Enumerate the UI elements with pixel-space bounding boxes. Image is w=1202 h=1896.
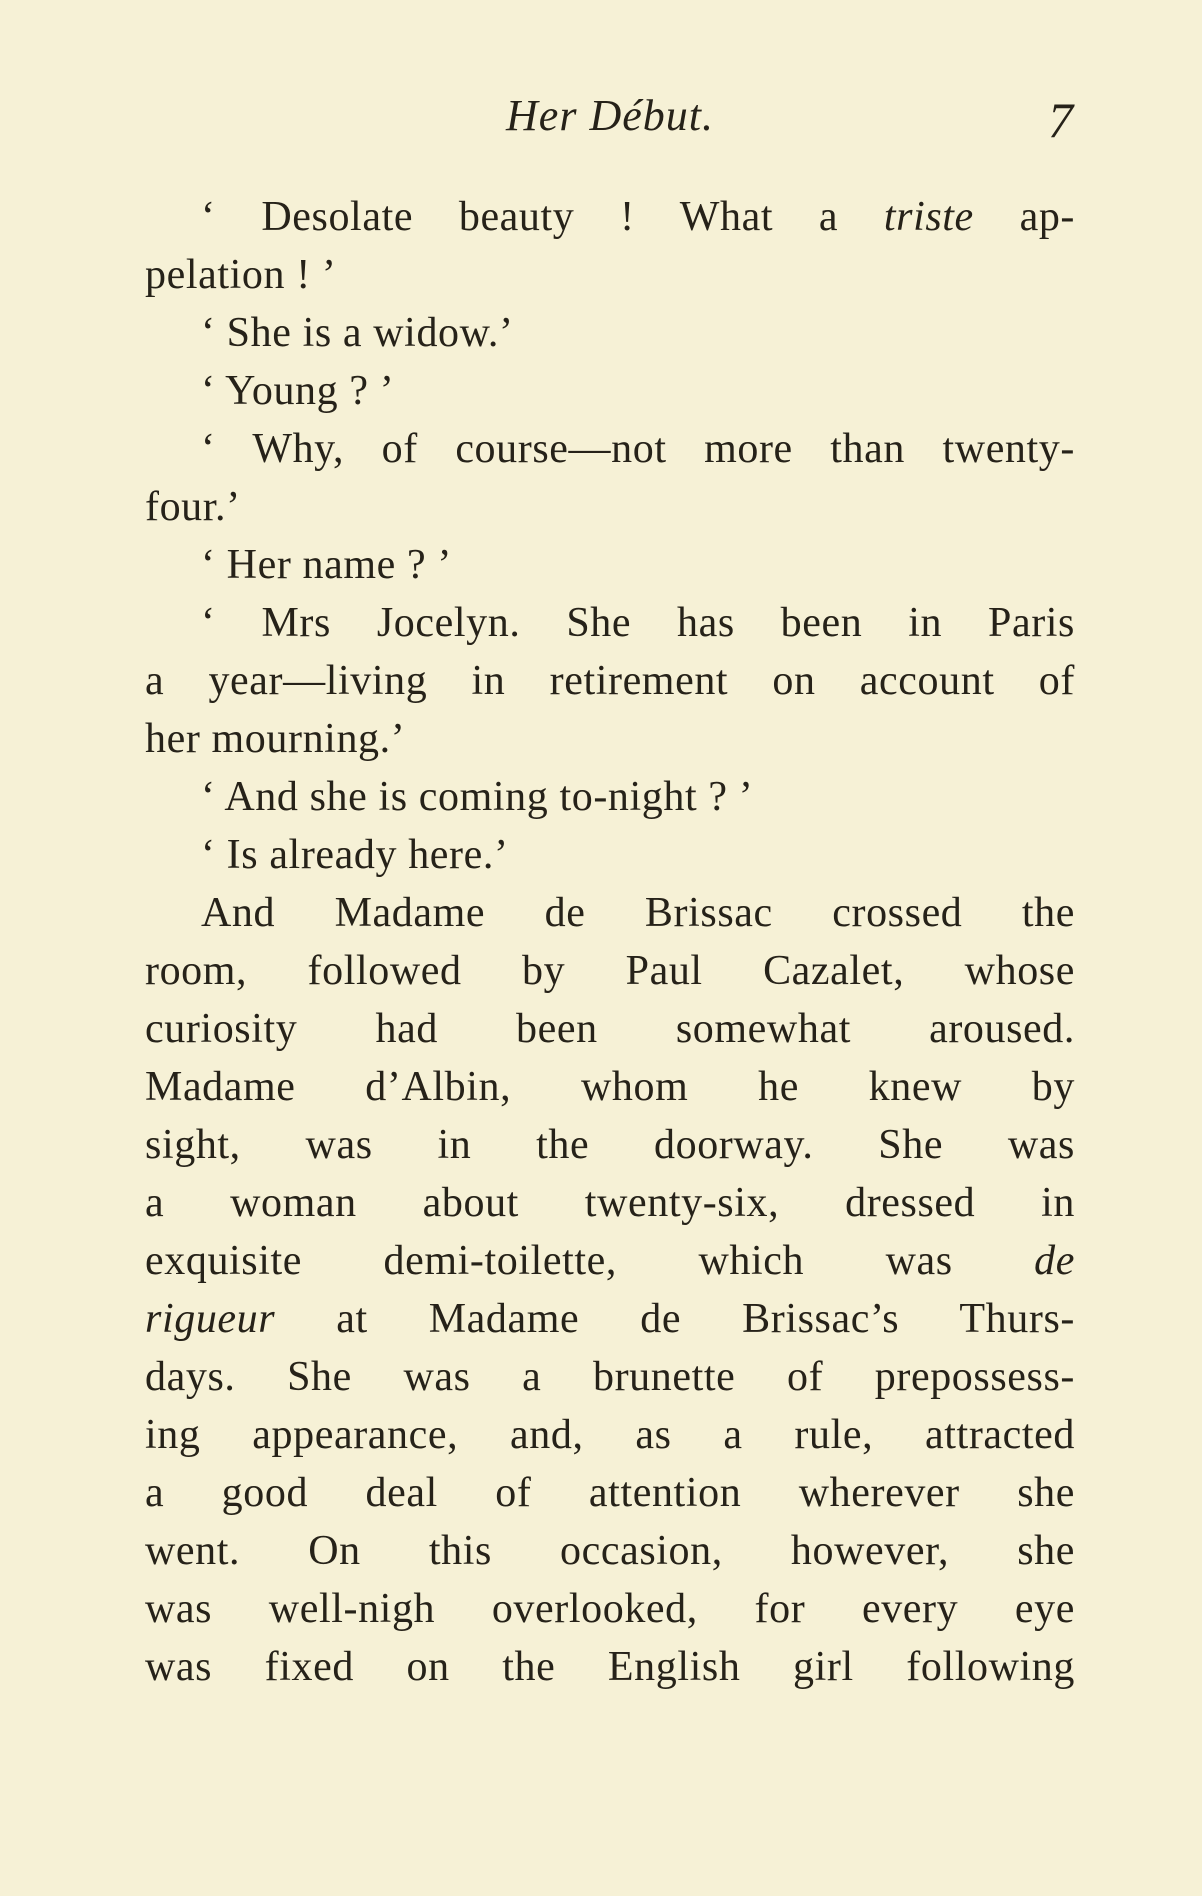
text-line — [145, 942, 1075, 1000]
text-segment: pelation ! ’ — [145, 252, 337, 298]
text-segment: her mourning.’ — [145, 716, 406, 762]
text-segment: And Madame de Brissac crossed the — [201, 890, 1075, 936]
text-segment: four.’ — [145, 484, 241, 530]
text-segment: ‘ And she is coming to-night ? ’ — [201, 774, 754, 820]
text-segment: exquisite demi-toilette, which was — [145, 1238, 1035, 1284]
text-segment: sight, was in the doorway. She was — [145, 1122, 1075, 1168]
text-line — [145, 478, 1075, 536]
body-text — [145, 188, 1075, 1696]
text-segment: ‘ Her name ? ’ — [201, 542, 452, 588]
text-segment: was fixed on the English girl following — [145, 1644, 1075, 1690]
text-segment: ‘ She is a widow.’ — [201, 310, 514, 356]
text-segment: ‘ Mrs Jocelyn. She has been in Paris — [201, 600, 1075, 646]
text-line — [145, 1232, 1075, 1290]
running-header — [145, 88, 1075, 148]
italic-phrase: de — [1034, 1238, 1075, 1284]
text-line — [145, 304, 1075, 362]
text-segment: days. She was a brunette of prepossess- — [145, 1354, 1075, 1400]
page-number: 7 — [1048, 92, 1073, 148]
text-line — [145, 1406, 1075, 1464]
text-segment: curiosity had been somewhat aroused. — [145, 1006, 1075, 1052]
text-segment: Madame d’Albin, whom he knew by — [145, 1064, 1075, 1110]
italic-phrase: rigueur — [145, 1296, 276, 1342]
text-line — [145, 188, 1075, 246]
text-segment: ‘ Young ? ’ — [201, 368, 395, 414]
italic-phrase: triste — [883, 194, 974, 240]
text-line — [145, 710, 1075, 768]
text-segment: ‘ Is already here.’ — [201, 832, 509, 878]
text-line — [145, 884, 1075, 942]
text-line — [145, 1348, 1075, 1406]
text-segment: a good deal of attention wherever she — [145, 1470, 1075, 1516]
text-line — [145, 652, 1075, 710]
text-line — [145, 1580, 1075, 1638]
text-line — [145, 1464, 1075, 1522]
text-line — [145, 1174, 1075, 1232]
text-segment: room, followed by Paul Cazalet, whose — [145, 948, 1075, 994]
text-segment: ing appearance, and, as a rule, attracted — [145, 1412, 1075, 1458]
text-line — [145, 246, 1075, 304]
text-segment: ‘ Why, of course—not more than twenty- — [201, 426, 1075, 472]
text-line — [145, 1000, 1075, 1058]
text-line — [145, 362, 1075, 420]
text-segment: a year—living in retirement on account of — [145, 658, 1075, 704]
text-line — [145, 1522, 1075, 1580]
text-segment: a woman about twenty-six, dressed in — [145, 1180, 1075, 1226]
text-segment: was well-nigh overlooked, for every eye — [145, 1586, 1075, 1632]
text-line — [145, 594, 1075, 652]
text-segment: ap- — [973, 194, 1075, 240]
text-segment: at Madame de Brissac’s Thurs- — [275, 1296, 1075, 1342]
text-line — [145, 1058, 1075, 1116]
text-line — [145, 1638, 1075, 1696]
text-segment: went. On this occasion, however, she — [145, 1528, 1075, 1574]
running-title: Her Début. — [506, 91, 714, 140]
text-line — [145, 1290, 1075, 1348]
text-line — [145, 536, 1075, 594]
text-line — [145, 826, 1075, 884]
text-line — [145, 1116, 1075, 1174]
text-segment: ‘ Desolate beauty ! What a — [201, 194, 884, 240]
text-line — [145, 768, 1075, 826]
text-line — [145, 420, 1075, 478]
